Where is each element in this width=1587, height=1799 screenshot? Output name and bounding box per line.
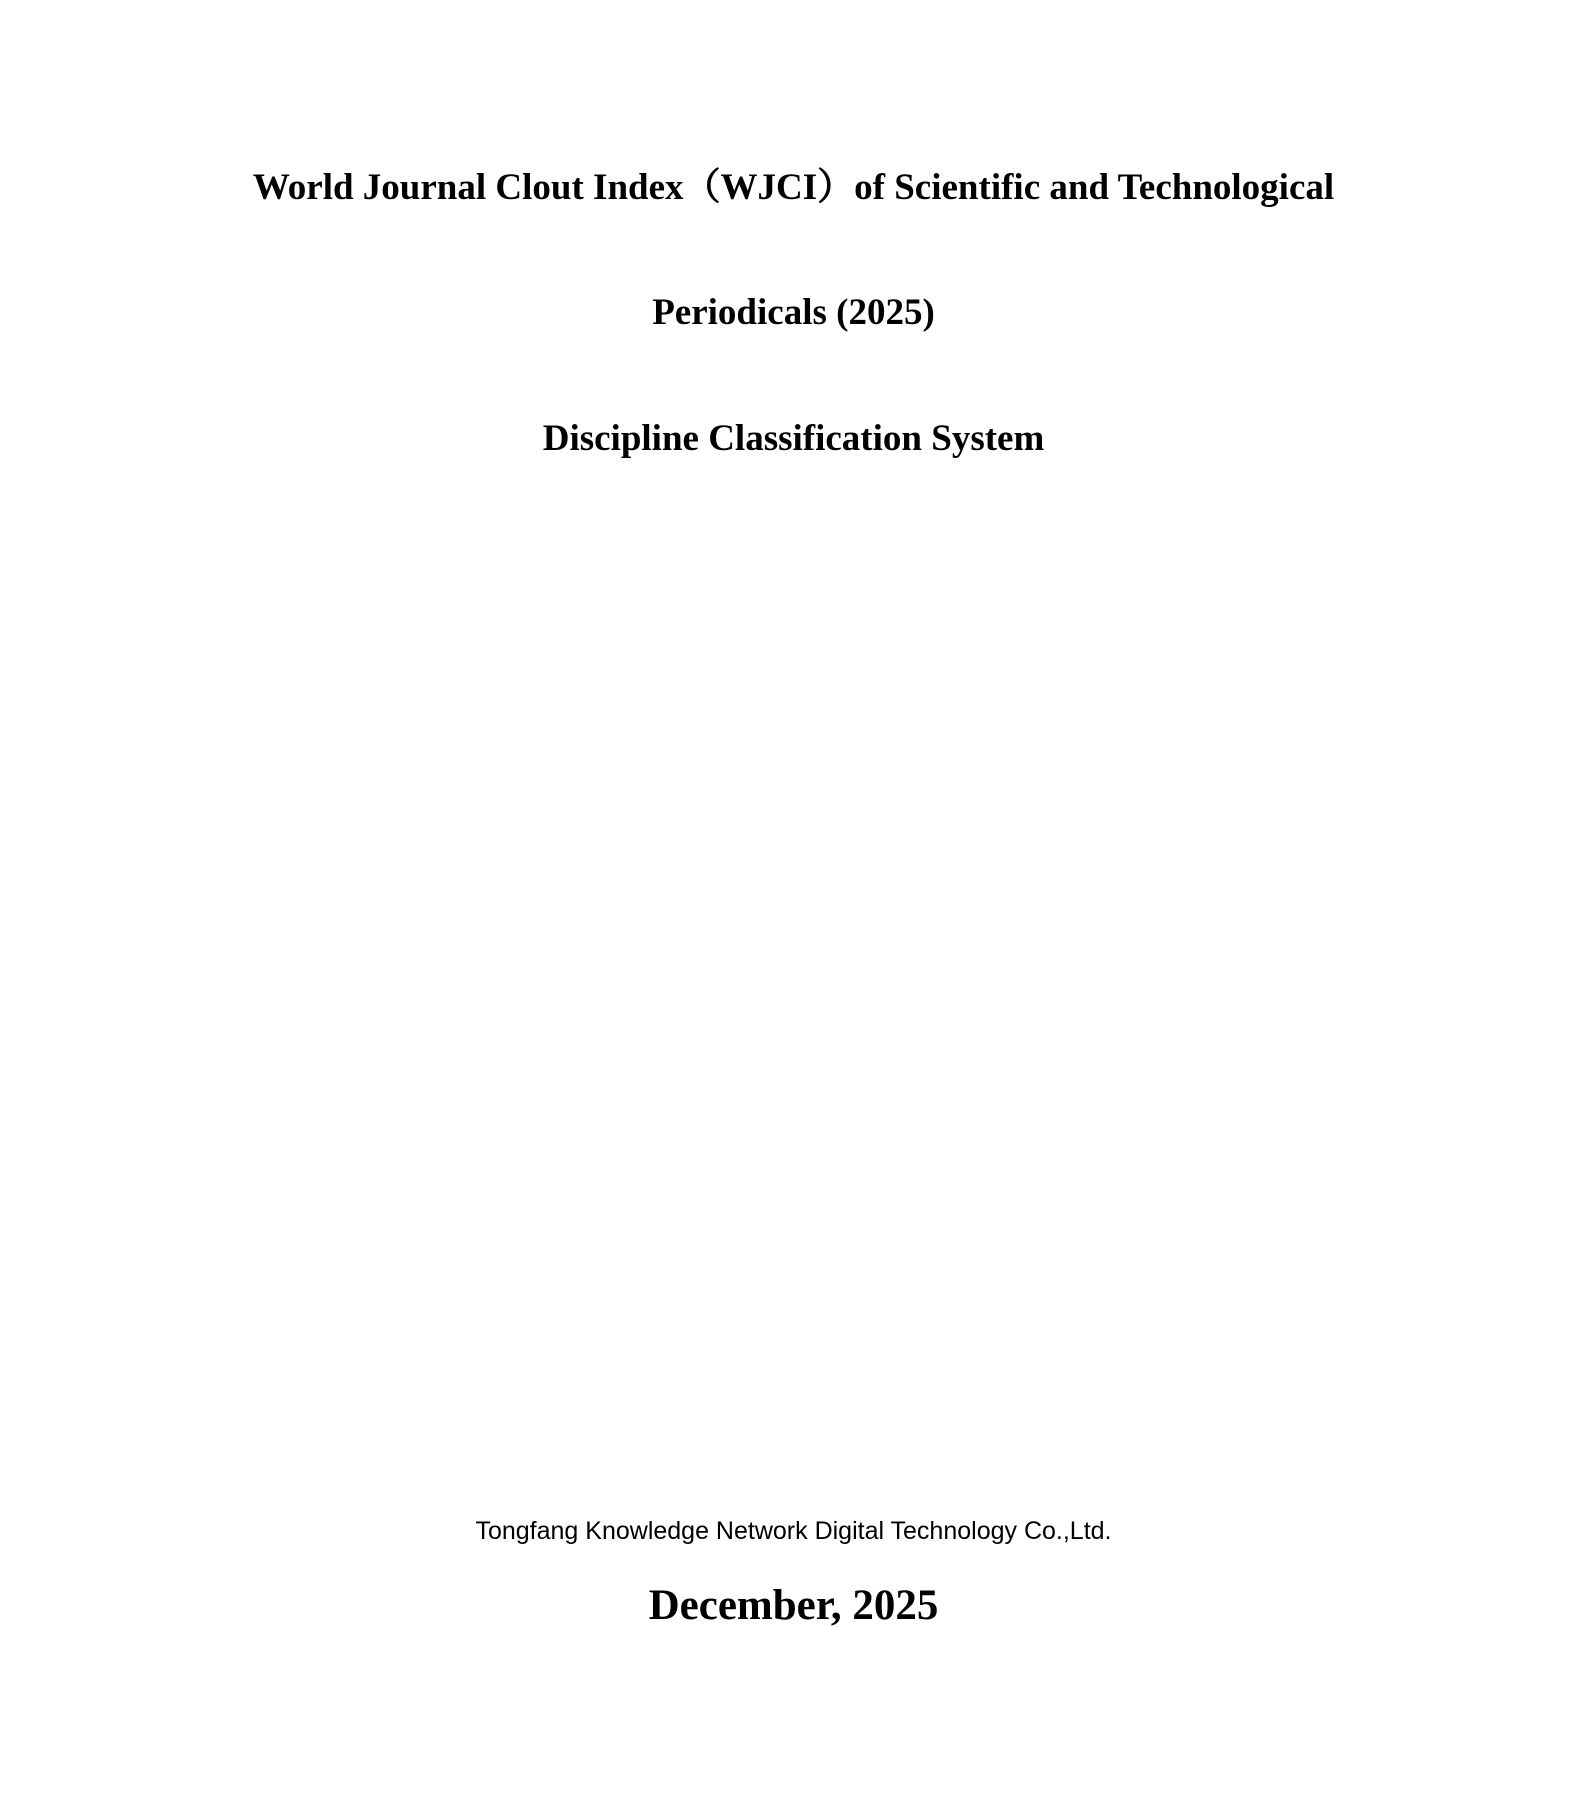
title-line-2: Periodicals (2025) [652, 292, 935, 333]
publication-date: December, 2025 [648, 1582, 939, 1629]
publisher-name: Tongfang Knowledge Network Digital Technology Co.,Ltd. [475, 1517, 1112, 1545]
title-line-3: Discipline Classification System [542, 418, 1045, 459]
title-line-1: World Journal Clout Index（WJCI）of Scientific and Technological [252, 167, 1335, 208]
